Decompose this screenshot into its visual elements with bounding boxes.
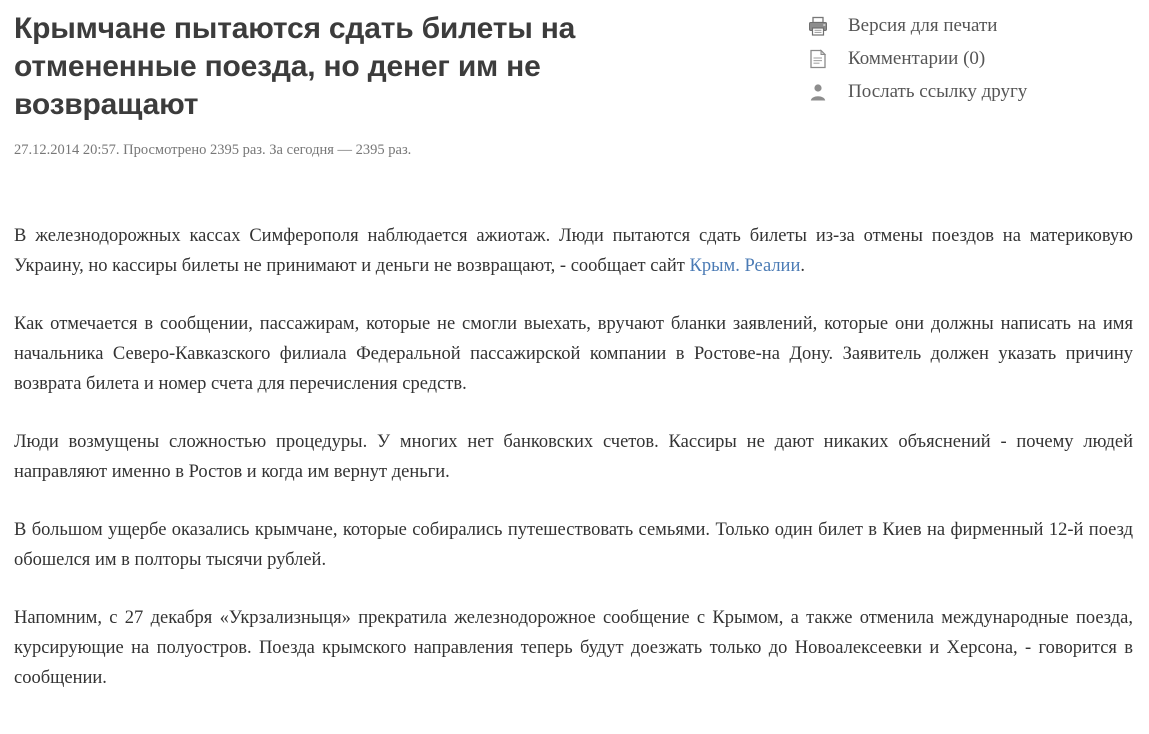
print-version-label: Версия для печати bbox=[848, 15, 998, 36]
printer-icon bbox=[806, 14, 830, 38]
comments-link[interactable] bbox=[806, 47, 1027, 71]
paragraph-text-tail: . bbox=[800, 256, 805, 276]
paragraph: Люди возмущены сложностью процедуры. У многих нет банковских счетов. Кассиры не дают никаких объяснений - почему людей направляют именно в Ростов и когда им вернут деньги. bbox=[14, 432, 1133, 482]
title-block bbox=[14, 10, 694, 159]
send-link-to-friend-link[interactable] bbox=[806, 80, 1027, 104]
article-actions bbox=[806, 14, 1027, 104]
send-link-label: Послать ссылку другу bbox=[848, 81, 1028, 102]
comments-label: Комментарии (0) bbox=[848, 48, 986, 69]
article-body bbox=[0, 221, 1149, 693]
paragraph: Напомним, с 27 декабря «Укрзализныця» прекратила железнодорожное сообщение с Крымом, а также отменила международные поезда, курсирующие на полуостров. Поезда крымского направления теперь будут доезжать только до Новоалексеевки и Херсона, - говорится в сообщении. bbox=[14, 608, 1133, 688]
paragraph: Как отмечается в сообщении, пассажирам, которые не смогли выехать, вручают бланки заявлений, которые они должны написать на имя начальника Северо-Кавказского филиала Федеральной пассажирской компании в Ростове-на Дону. Заявитель должен указать причину возврата билета и номер счета для перечисления средств. bbox=[14, 314, 1133, 394]
person-icon bbox=[806, 80, 830, 104]
paragraph bbox=[14, 221, 1133, 281]
article-meta: 27.12.2014 20:57. Просмотрено 2395 раз. За сегодня — 2395 раз. bbox=[14, 142, 412, 158]
krym-realii-link[interactable]: Крым. Реалии bbox=[689, 256, 801, 276]
print-version-link[interactable] bbox=[806, 14, 1027, 38]
article-header bbox=[0, 0, 1149, 159]
page-title: Крымчане пытаются сдать билеты на отмененные поезда, но денег им не возвращают bbox=[14, 12, 576, 121]
paragraph: В большом ущербе оказались крымчане, которые собирались путешествовать семьями. Только один билет в Киев на фирменный 12-й поезд обошелся им в полторы тысячи рублей. bbox=[14, 520, 1133, 570]
comments-page-icon bbox=[806, 47, 830, 71]
paragraph-text: В железнодорожных кассах Симферополя наблюдается ажиотаж. Люди пытаются сдать билеты из-за отмены поездов на материковую Украину, но кассиры билеты не принимают и деньги не возвращают, - сообщает сайт bbox=[14, 226, 1133, 276]
